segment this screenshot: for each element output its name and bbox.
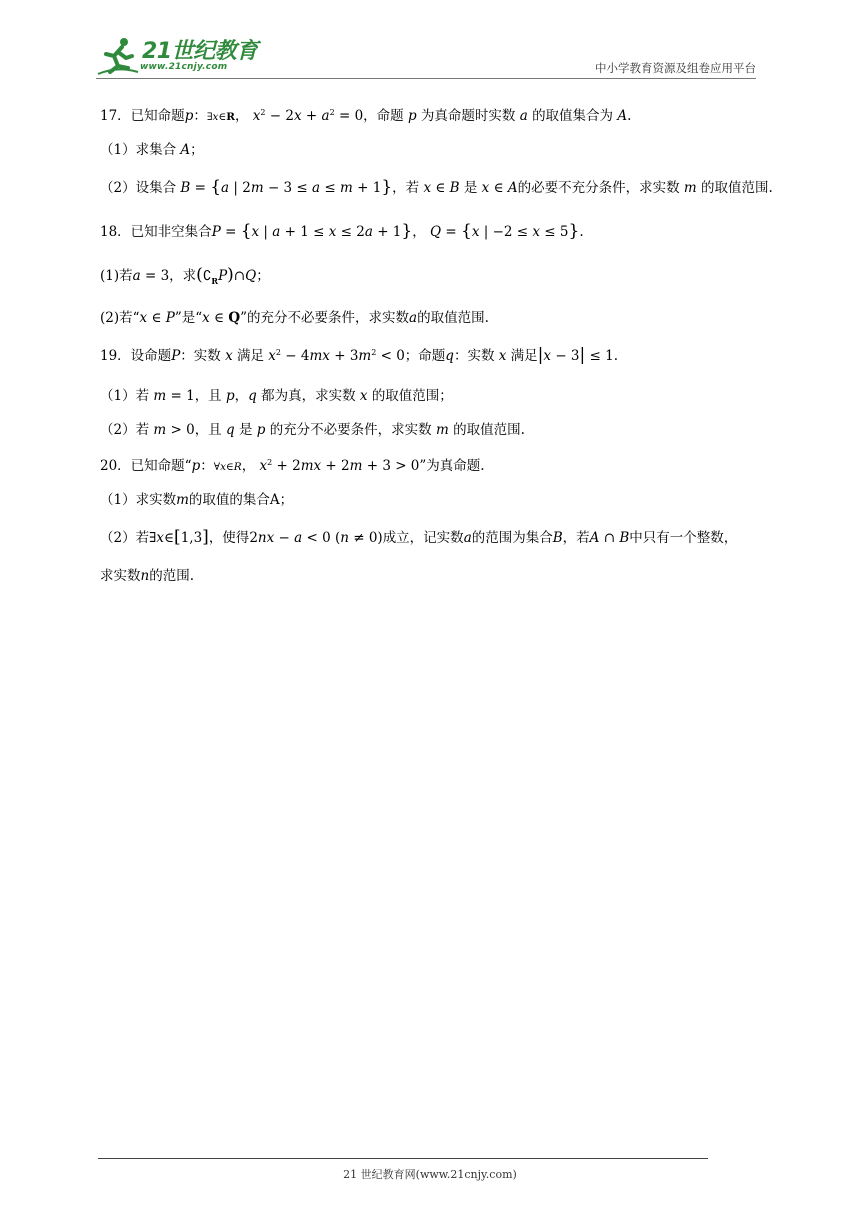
runner-logo-icon: [96, 36, 140, 76]
footer-text: 21 世纪教育网(www.21cnjy.com): [343, 1168, 517, 1181]
logo-text: 21世纪教育: [142, 39, 258, 64]
footer-divider: [98, 1158, 708, 1159]
site-logo: [96, 34, 266, 76]
q20-part2: （2）若∃x∈[1,3]，使得2nx − a < 0 (n ≠ 0)成立，记实数a的范围为集合B，若A ∩ B中只有一个整数，: [100, 527, 738, 547]
q20-stem: 20．已知命题“p：∀x∈R， $x^2 + 2mx + 2m + 3 > 0$”为真命题.: [100, 458, 485, 474]
q18-stem: 18．已知非空集合P = {x | a + 1 ≤ x ≤ 2a + 1}， Q = {x | −2 ≤ x ≤ 5}.: [100, 221, 584, 241]
q18-part1: (1)若a = 3，求$(∁_RP)\cap Q$；: [100, 265, 270, 286]
header-divider: [96, 78, 756, 79]
q19-part2: （2）若 m > 0，且 q 是 p 的充分不必要条件，求实数 m 的取值范围.: [100, 422, 525, 438]
q17-part1: （1）求集合 A；: [100, 142, 204, 158]
q17-stem: 17．已知命题p：∃x∈R， $x^2 - 2x + a^2 = 0$，命题 p 为真命题时实数 a 的取值集合为 A.: [100, 108, 632, 124]
q17-part2: （2）设集合 B = {a | 2m − 3 ≤ a ≤ m + 1}，若 x ∈ B 是 x ∈ A的必要不充分条件，求实数 m 的取值范围.: [100, 177, 773, 197]
q19-stem: 19．设命题P：实数 x 满足 $x^2 - 4mx + 3m^2 < 0$；命题q：实数 x 满足|x − 3| ≤ 1.: [100, 345, 619, 365]
page-header: [96, 34, 756, 80]
q19-part1: （1）若 m = 1，且 p，q 都为真，求实数 x 的取值范围；: [100, 388, 453, 404]
logo-url: www.21cnjy.com: [140, 62, 228, 72]
q20-part3: 求实数n的范围.: [100, 568, 194, 584]
q20-part1: （1）求实数m的取值的集合A；: [100, 492, 294, 508]
q18-part2: (2)若“x ∈ P”是“x ∈ Q”的充分不必要条件，求实数a的取值范围.: [100, 310, 489, 326]
header-platform-text: 中小学教育资源及组卷应用平台: [595, 61, 756, 75]
